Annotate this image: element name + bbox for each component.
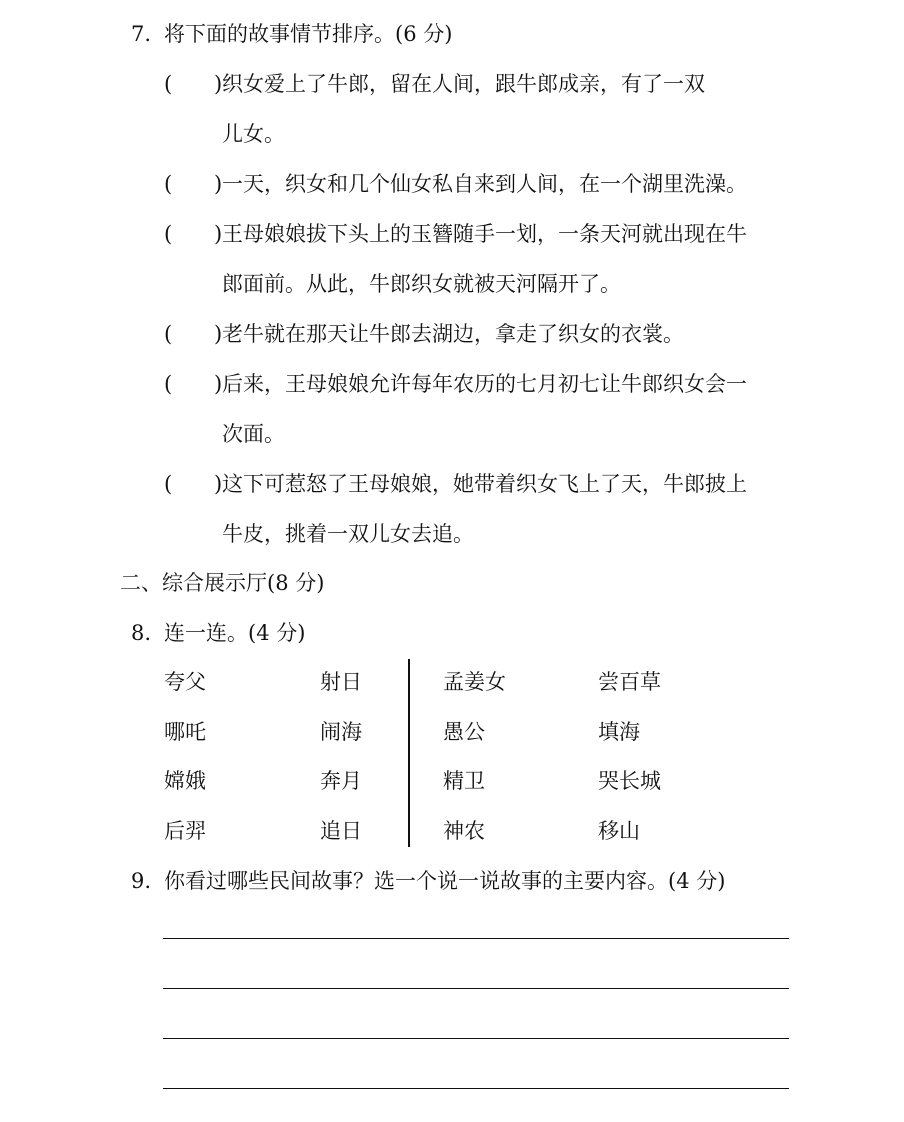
section-2-title: 二、综合展示厅(8 分): [120, 571, 325, 595]
match-item[interactable]: 精卫: [443, 769, 485, 793]
match-item[interactable]: 孟姜女: [443, 670, 506, 694]
answer-line-1[interactable]: [163, 938, 789, 939]
match-item[interactable]: 射日: [320, 670, 362, 694]
match-item[interactable]: 尝百草: [598, 670, 661, 694]
question-7-prompt: 将下面的故事情节排序。(6 分): [164, 22, 453, 46]
sequence-item-text: 老牛就在那天让牛郎去湖边，拿走了织女的衣裳。: [222, 322, 684, 346]
answer-paren-open: (: [164, 72, 173, 96]
sequence-item-text: 王母娘娘拔下头上的玉簪随手一划，一条天河就出现在牛: [222, 222, 747, 246]
match-item[interactable]: 后羿: [164, 819, 206, 843]
answer-paren-open: (: [164, 322, 173, 346]
answer-paren-open: (: [164, 472, 173, 496]
sequence-item-text-continued: 次面。: [222, 422, 285, 446]
question-8-number: 8.: [131, 621, 152, 645]
matching-divider: [408, 659, 410, 847]
sequence-item-text: 织女爱上了牛郎，留在人间，跟牛郎成亲，有了一双: [222, 72, 705, 96]
sequence-item-text-continued: 儿女。: [222, 122, 285, 146]
match-item[interactable]: 移山: [598, 819, 640, 843]
question-8-prompt: 连一连。(4 分): [164, 621, 306, 645]
question-9-number: 9.: [131, 869, 152, 893]
answer-line-3[interactable]: [163, 1038, 789, 1039]
answer-line-4[interactable]: [163, 1088, 789, 1089]
answer-paren-close: ): [214, 372, 223, 396]
answer-paren-open: (: [164, 172, 173, 196]
match-item[interactable]: 夸父: [164, 670, 206, 694]
answer-paren-open: (: [164, 372, 173, 396]
answer-line-2[interactable]: [163, 988, 789, 989]
match-item[interactable]: 嫦娥: [164, 769, 206, 793]
sequence-item-text-continued: 牛皮，挑着一双儿女去追。: [222, 522, 474, 546]
match-item[interactable]: 奔月: [320, 769, 362, 793]
sequence-item-text: 这下可惹怒了王母娘娘，她带着织女飞上了天，牛郎披上: [222, 472, 747, 496]
match-item[interactable]: 哪吒: [164, 720, 206, 744]
answer-paren-close: ): [214, 472, 223, 496]
answer-paren-close: ): [214, 322, 223, 346]
answer-paren-close: ): [214, 222, 223, 246]
match-item[interactable]: 哭长城: [598, 769, 661, 793]
match-item[interactable]: 神农: [443, 819, 485, 843]
answer-paren-close: ): [214, 172, 223, 196]
match-item[interactable]: 愚公: [443, 720, 485, 744]
match-item[interactable]: 追日: [320, 819, 362, 843]
match-item[interactable]: 填海: [598, 720, 640, 744]
question-7-number: 7.: [131, 22, 152, 46]
sequence-item-text: 后来，王母娘娘允许每年农历的七月初七让牛郎织女会一: [222, 372, 747, 396]
match-item[interactable]: 闹海: [320, 720, 362, 744]
sequence-item-text: 一天，织女和几个仙女私自来到人间，在一个湖里洗澡。: [222, 172, 747, 196]
answer-paren-close: ): [214, 72, 223, 96]
question-9-prompt: 你看过哪些民间故事？选一个说一说故事的主要内容。(4 分): [164, 869, 726, 893]
sequence-item-text-continued: 郎面前。从此，牛郎织女就被天河隔开了。: [222, 272, 621, 296]
answer-paren-open: (: [164, 222, 173, 246]
